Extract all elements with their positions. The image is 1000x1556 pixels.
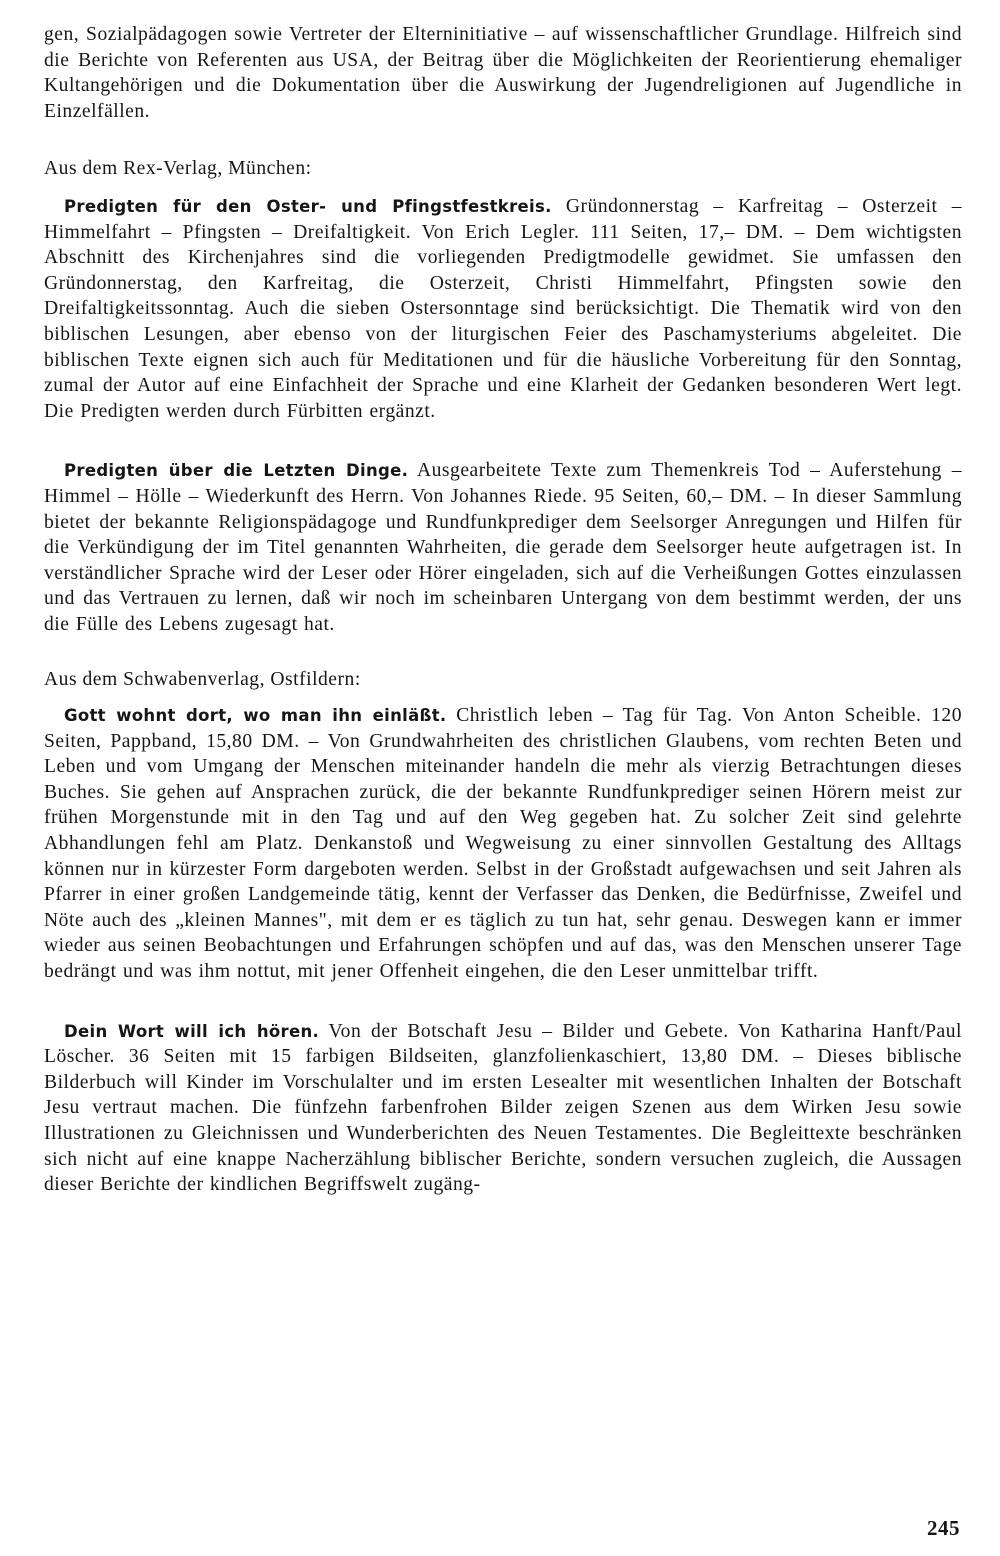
book-entry-dein-wort [44, 1019, 962, 1198]
book-title: Predigten über die Letzten Dinge. [64, 461, 409, 481]
book-title: Gott wohnt dort, wo man ihn einläßt. [64, 706, 447, 726]
page-number: 245 [927, 1516, 960, 1540]
book-entry-letzte-dinge [44, 458, 962, 637]
book-description: Von der Botschaft Jesu – Bilder und Gebete. Von Katharina Hanft/Paul Löscher. 36 Seiten mit 15 farbigen Bildseiten, glanzfolienkaschiert, 13,80 DM. – Dieses biblische Bilderbuch will Kinder im Vorschulalter und im ersten Lesealter mit wesentlichen Inhalten der Botschaft Jesu vertraut machen. Die fünfzehn farbenfrohen Bilder zeigen Szenen aus dem Wirken Jesu sowie Illustrationen zu Gleichnissen und Wunderberichten des Neuen Testamentes. Die Begleittexte beschränken sich nicht auf eine knappe Nacherzählung biblischer Berichte, sondern versuchen zugleich, die Aussagen dieser Berichte der kindlichen Begriffswelt zugäng- [44, 1020, 962, 1196]
book-description: Christlich leben – Tag für Tag. Von Anton Scheible. 120 Seiten, Pappband, 15,80 DM. – Von Grundwahrheiten des christlichen Glaubens, vom rechten Beten und Leben und vom Umgang der Menschen miteinander handeln die mehr als vierzig Betrachtungen dieses Buches. Sie gehen auf Ansprachen zurück, die der bekannte Rundfunkprediger seinen Hörern meist zur frühen Morgenstunde mit in den Tag und auf den Weg gegeben hat. Zu solcher Zeit sind gelehrte Abhandlungen fehl am Platz. Denkanstoß und Wegweisung zu einer sinnvollen Gestaltung des Alltags können nur in kürzester Form dargeboten werden. Selbst in der Großstadt aufgewachsen und seit Jahren als Pfarrer in einer großen Landgemeinde tätig, kennt der Verfasser das Denken, die Bedürfnisse, Zweifel und Nöte auch des „kleinen Mannes", mit dem er es täglich zu tun hat, sehr genau. Deswegen kann er immer wieder aus seinen Beobachtungen und Erfahrungen schöpfen und auf das, was den Menschen unserer Tage bedrängt und was ihm nottut, mit jener Offenheit eingehen, die den Leser unmittelbar trifft. [44, 705, 962, 982]
publisher-heading-schwaben: Aus dem Schwabenverlag, Ostfildern: [44, 669, 361, 691]
intro-paragraph: gen, Sozialpädagogen sowie Vertreter der Elterninitiative – auf wissenschaftlicher Grundlage. Hilfreich sind die Berichte von Referenten aus USA, der Beitrag über die Möglichkeiten der Reorientierung ehemaliger Kultangehörigen und die Dokumentation über die Auswirkung der Jugendreligionen auf Jugendliche in Einzelfällen. [44, 24, 962, 122]
book-title: Predigten für den Oster- und Pfingstfestkreis. [64, 196, 552, 216]
book-entry-gott-wohnt-dort [44, 703, 962, 985]
book-description: Ausgearbeitete Texte zum Themenkreis Tod – Auferstehung – Himmel – Hölle – Wiederkunft des Herrn. Von Johannes Riede. 95 Seiten, 60,– DM. – In dieser Sammlung bietet der bekannte Religionspädagoge und Rundfunkprediger dem Seelsorger Anregungen und Hilfen für die Verkündigung der im Titel genannten Wahrheiten, die gerade dem Seelsorger heute aufgetragen ist. In verständlicher Sprache wird der Leser oder Hörer eingeladen, sich auf die Verheißungen Gottes einzulassen und das Vertrauen zu lernen, daß wir noch im scheinbaren Untergang von dem bestimmt werden, der uns die Fülle des Lebens zugesagt hat. [44, 460, 962, 635]
book-title: Dein Wort will ich hören. [64, 1021, 320, 1041]
book-entry-oster-pfingst [44, 194, 962, 424]
book-description: Gründonnerstag – Karfreitag – Osterzeit – Himmelfahrt – Pfingsten – Dreifaltigkeit. Von Erich Legler. 111 Seiten, 17,– DM. – Dem wichtigsten Abschnitt des Kirchenjahres sind die vorliegenden Predigtmodelle gewidmet. Sie umfassen den Gründonnerstag, den Karfreitag, die Osterzeit, Christi Himmelfahrt, Pfingsten sowie den Dreifaltigkeitssonntag. Auch die sieben Ostersonntage sind berücksichtigt. Die Thematik wird von den biblischen Lesungen, aber ebenso von der liturgischen Feier des Paschamysteriums abgeleitet. Die biblischen Texte eignen sich auch für Meditationen und für die häusliche Vorbereitung für den Sonntag, zumal der Autor auf eine Einfachheit der Sprache und eine Klarheit der Gedanken besonderen Wert legt. Die Predigten werden durch Fürbitten ergänzt. [44, 195, 963, 422]
publisher-heading-rex: Aus dem Rex-Verlag, München: [44, 158, 312, 180]
